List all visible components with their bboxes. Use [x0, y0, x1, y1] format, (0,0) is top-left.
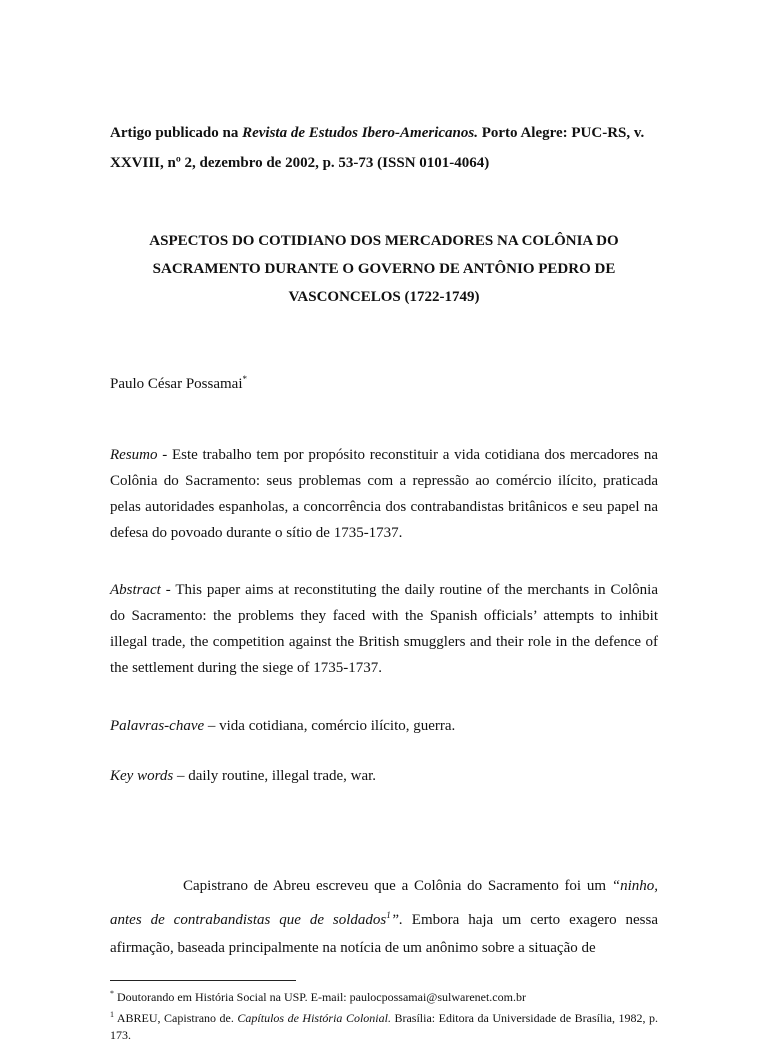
body-quote-end: ”. [390, 911, 403, 928]
palavras-chave-text: – vida cotidiana, comércio ilícito, guerra. [204, 718, 456, 734]
body-footnote-marker: 1 [386, 909, 391, 920]
footnote-author-marker: * [110, 989, 114, 998]
author-name: Paulo César Possamai [110, 376, 243, 392]
abstract-label: Abstract [110, 582, 161, 598]
body-text-rest: Embora haja um certo exagero nessa afirmação, baseada principalmente na notícia de um anônimo sobre a situação de [110, 911, 658, 956]
footnote-1 [110, 1006, 658, 1044]
body-quote: “ninho, antes de contrabandistas que de soldados [110, 878, 658, 928]
publication-note [110, 118, 658, 178]
publication-details: Porto Alegre: PUC-RS, v. XXVIII, nº 2, dezembro de 2002, p. 53-73 (ISSN 0101-4064) [110, 125, 645, 171]
key-words-text: – daily routine, illegal trade, war. [173, 768, 377, 784]
footnote-1-book-title: Capítulos de História Colonial. [237, 1011, 391, 1025]
resumo-text: - Este trabalho tem por propósito reconstituir a vida cotidiana dos mercadores na Colônia do Sacramento: seus problemas com a repressão ao comércio ilícito, praticada pelas autoridades espanholas, a concorrência dos contrabandistas britânicos e seu papel na defesa do povoado durante o sítio de 1735-1737. [110, 447, 658, 541]
palavras-chave-label: Palavras-chave [110, 718, 205, 734]
body-text-start: Capistrano de Abreu escreveu que a Colônia do Sacramento foi um [183, 878, 612, 894]
resumo-label: Resumo [110, 447, 158, 463]
article-title: ASPECTOS DO COTIDIANO DOS MERCADORES NA COLÔNIA DO SACRAMENTO DURANTE O GOVERNO DE ANTÔNIO PEDRO DE VASCONCELOS (1722-1749) [149, 233, 619, 305]
resumo-paragraph [110, 442, 658, 546]
author-footnote-marker: * [242, 374, 247, 384]
footnote-1-suffix: Brasília: Editora da Universidade de Brasília, 1982, p. 173. [110, 1011, 659, 1042]
publication-prefix: Artigo publicado na [110, 125, 243, 141]
footnote-author [110, 985, 658, 1006]
body-paragraph [110, 872, 658, 963]
key-words-line [110, 762, 658, 790]
abstract-text: - This paper aims at reconstituting the daily routine of the merchants in Colônia do Sacramento: the problems they faced with the Spanish officials’ attempts to inhibit illegal trade, the competition against the British smugglers and their role in the defence of the settlement during the siege of 1735-1737. [110, 582, 658, 676]
footnote-1-prefix: ABREU, Capistrano de. [114, 1011, 238, 1025]
footnote-1-marker: 1 [110, 1010, 114, 1019]
abstract-paragraph [110, 577, 658, 681]
author-line [110, 368, 247, 395]
footnote-author-text: Doutorando em História Social na USP. E-mail: paulocpossamai@sulwarenet.com.br [114, 990, 526, 1004]
key-words-label: Key words [110, 768, 174, 784]
journal-name: Revista de Estudos Ibero-Americanos. [242, 125, 478, 141]
footnote-divider [110, 980, 296, 981]
palavras-chave-line [110, 712, 658, 740]
footnotes [110, 985, 658, 1044]
